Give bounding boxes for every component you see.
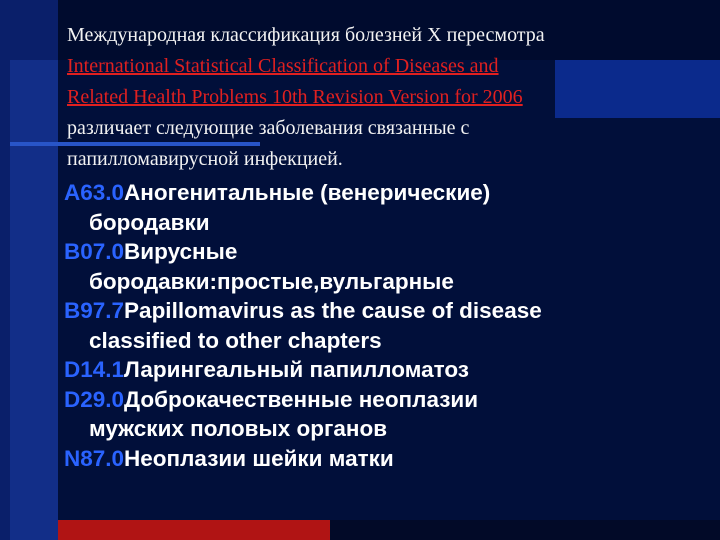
icd-code: B07.0 — [64, 239, 125, 264]
classification-link-line-2[interactable]: Related Health Problems 10th Revision Version for 2006 — [67, 86, 523, 108]
classification-link-line-1[interactable]: International Statistical Classification of Diseases and — [67, 55, 499, 77]
icd-code: A63.0 — [64, 180, 125, 205]
bottom-dark-bar — [330, 520, 720, 540]
intro-line-5: папилломавирусной инфекцией. — [67, 148, 343, 170]
bottom-red-bar — [58, 520, 330, 540]
icd-description: Аногенитальные (венерические) — [124, 180, 491, 205]
icd-entry-d29 — [64, 385, 714, 444]
left-blue-column-inner — [10, 60, 58, 540]
icd-entry-b07 — [64, 237, 714, 296]
icd-entry-d14 — [64, 355, 714, 385]
icd-description-continued: classified to other chapters — [89, 327, 382, 353]
icd-description-continued: мужских половых органов — [89, 416, 388, 441]
icd-entry-b97 — [64, 296, 714, 355]
icd-description: Ларингеальный папилломатоз — [124, 357, 469, 382]
icd-description-continued: бородавки:простые,вульгарные — [89, 268, 454, 294]
icd-entry-a63 — [64, 178, 714, 237]
icd-description: Papillomavirus as the cause of disease — [124, 298, 542, 323]
intro-line-1: Международная классификация болезней X пересмотра — [67, 24, 545, 46]
icd-description: Вирусные — [124, 239, 238, 264]
icd-description-continued: бородавки — [89, 209, 210, 235]
intro-paragraph — [67, 20, 697, 175]
icd-entry-n87 — [64, 444, 714, 474]
icd-description: Неоплазии шейки матки — [124, 445, 394, 471]
icd-code: D29.0 — [64, 386, 125, 412]
icd-code: B97.7 — [64, 298, 125, 323]
intro-line-4: различает следующие заболевания связанные с — [67, 117, 470, 139]
icd-code: D14.1 — [64, 357, 125, 382]
icd-description: Доброкачественные неоплазии — [124, 386, 479, 412]
icd-code: N87.0 — [64, 445, 125, 471]
icd-code-list — [64, 178, 714, 473]
